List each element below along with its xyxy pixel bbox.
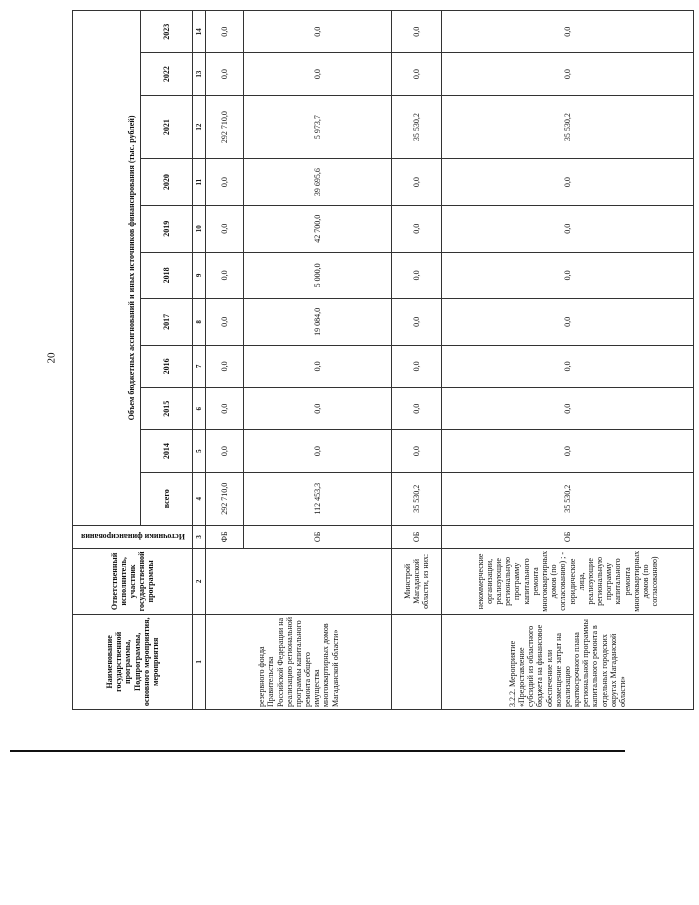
header-row	[73, 11, 141, 710]
year-cell: 2016	[141, 345, 193, 387]
column-number: 4	[193, 472, 206, 525]
row-source: ОБ	[244, 525, 392, 548]
value-cell: 0,0	[442, 159, 694, 206]
value-cell: 0,0	[442, 430, 694, 472]
year-cell: 2020	[141, 159, 193, 206]
value-cell: 0,0	[442, 299, 694, 346]
row-executor: Минстрой Магаданской области, из них:	[392, 549, 442, 615]
value-cell: 0,0	[206, 252, 244, 299]
row-source: ОБ	[442, 525, 694, 548]
value-cell: 0,0	[442, 205, 694, 252]
year-cell: 2017	[141, 299, 193, 346]
value-cell: 0,0	[442, 53, 694, 95]
value-cell: 292 710,0	[206, 472, 244, 525]
value-cell: 5 973,7	[244, 95, 392, 159]
value-cell: 112 453,3	[244, 472, 392, 525]
value-cell: 0,0	[392, 388, 442, 430]
row-name: резервного фонда Правительства Российской Федерации на реализацию региональной программы капитального ремонта общего имущества многоквартирных домов Магаданской области»	[206, 614, 392, 709]
value-cell: 0,0	[206, 430, 244, 472]
value-cell: 0,0	[206, 11, 244, 53]
column-number: 1	[193, 614, 206, 709]
value-cell: 0,0	[244, 11, 392, 53]
value-cell: 0,0	[244, 388, 392, 430]
value-cell: 0,0	[244, 345, 392, 387]
table-row	[392, 11, 442, 710]
year-cell: 2015	[141, 388, 193, 430]
year-cell: 2018	[141, 252, 193, 299]
column-number: 14	[193, 11, 206, 53]
value-cell: 0,0	[392, 11, 442, 53]
value-cell: 39 695,6	[244, 159, 392, 206]
value-cell: 0,0	[206, 53, 244, 95]
value-cell: 0,0	[392, 159, 442, 206]
value-cell: 35 530,2	[392, 472, 442, 525]
row-name: 3.2.2. Мероприятие «Предоставление субсидий из областного бюджета на финансовое обеспечение или возмещение затрат на реализацию краткосрочного плана региональной программы капитального ремонта в отдельных городских округах Магаданской области»	[442, 614, 694, 709]
value-cell: 0,0	[392, 430, 442, 472]
value-cell: 0,0	[442, 11, 694, 53]
value-cell: 0,0	[442, 252, 694, 299]
value-cell: 0,0	[392, 252, 442, 299]
year-cell: всего	[141, 472, 193, 525]
value-cell: 35 530,2	[442, 472, 694, 525]
rotated-table-container	[72, 10, 699, 710]
row-name	[392, 614, 442, 709]
page-number: 20	[45, 352, 58, 364]
value-cell: 0,0	[442, 388, 694, 430]
value-cell: 35 530,2	[392, 95, 442, 159]
column-number: 10	[193, 205, 206, 252]
column-number: 13	[193, 53, 206, 95]
value-cell: 0,0	[206, 159, 244, 206]
column-number: 6	[193, 388, 206, 430]
year-cell: 2023	[141, 11, 193, 53]
column-number: 2	[193, 549, 206, 615]
column-number: 7	[193, 345, 206, 387]
year-cell: 2021	[141, 95, 193, 159]
row-source: ФБ	[206, 525, 244, 548]
row-executor	[206, 549, 392, 615]
column-number: 11	[193, 159, 206, 206]
header-name: Наименование государственной программы, Подпрограммы, основного мероприятия, мероприятия	[73, 614, 193, 709]
header-executor: Ответственный исполнитель, участник государственной программы	[73, 549, 193, 615]
value-cell: 0,0	[206, 299, 244, 346]
value-cell: 0,0	[392, 345, 442, 387]
value-cell: 5 000,0	[244, 252, 392, 299]
year-cell: 2019	[141, 205, 193, 252]
column-number-row	[193, 11, 206, 710]
value-cell: 19 084,0	[244, 299, 392, 346]
row-source: ОБ	[392, 525, 442, 548]
page-divider	[10, 750, 625, 752]
funding-table	[72, 10, 694, 710]
table-row	[442, 11, 694, 710]
column-number: 3	[193, 525, 206, 548]
column-number: 8	[193, 299, 206, 346]
value-cell: 292 710,0	[206, 95, 244, 159]
value-cell: 0,0	[206, 205, 244, 252]
value-cell: 0,0	[392, 299, 442, 346]
value-cell: 0,0	[244, 430, 392, 472]
column-number: 5	[193, 430, 206, 472]
year-cell: 2014	[141, 430, 193, 472]
table-row	[206, 11, 244, 710]
value-cell: 0,0	[392, 53, 442, 95]
value-cell: 35 530,2	[442, 95, 694, 159]
header-funding: Объем бюджетных ассигнований и иных источников финансирования (тыс. рублей)	[73, 11, 141, 526]
column-number: 12	[193, 95, 206, 159]
value-cell: 0,0	[392, 205, 442, 252]
column-number: 9	[193, 252, 206, 299]
year-cell: 2022	[141, 53, 193, 95]
value-cell: 0,0	[244, 53, 392, 95]
value-cell: 0,0	[442, 345, 694, 387]
value-cell: 0,0	[206, 345, 244, 387]
row-executor: некоммерческие организации, реализующие региональную программу капитального ремонта многоквартирных домов (по согласованию) ; - юридические лица, реализующие региональную программу капитального ремонта многоквартирных домов (по согласованию)	[442, 549, 694, 615]
value-cell: 0,0	[206, 388, 244, 430]
value-cell: 42 700,0	[244, 205, 392, 252]
header-source: Источники финансирования	[80, 532, 185, 542]
